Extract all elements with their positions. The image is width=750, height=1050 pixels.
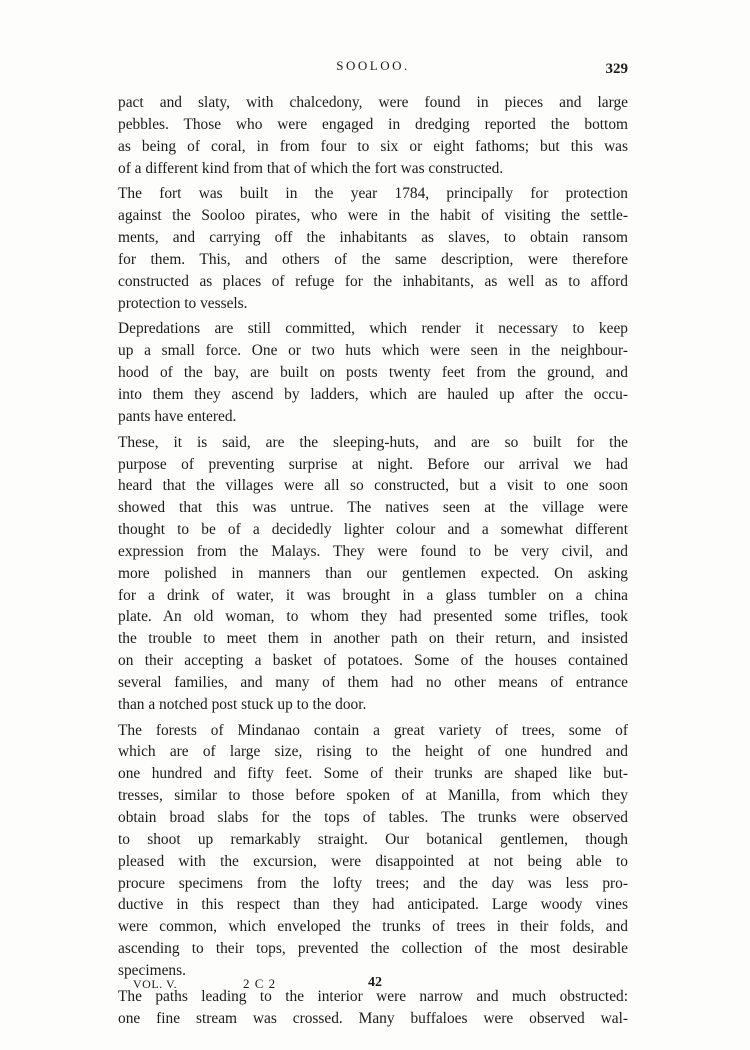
text-line: than a notched post stuck up to the door. (118, 695, 367, 713)
paragraph (118, 720, 628, 982)
page-number: 329 (605, 61, 628, 77)
body-text (118, 92, 628, 1029)
text-line: ascending to their tops, prevented the collection of the most desirable (118, 940, 628, 958)
text-line: for a drink of water, it was brought in a glass tumbler on a china (118, 586, 628, 604)
text-line: up a small force. One or two huts which were seen in the neighbour- (118, 342, 628, 360)
text-line: several families, and many of them had no other means of entrance (118, 673, 628, 691)
text-line: to shoot up remarkably straight. Our botanical gentlemen, though (118, 830, 628, 848)
text-line: ments, and carrying off the inhabitants as slaves, to obtain ransom (118, 229, 628, 247)
running-head: SOOLOO. (336, 58, 410, 73)
text-line: hood of the bay, are built on posts twenty feet from the ground, and (118, 364, 628, 382)
text-line: pact and slaty, with chalcedony, were found in pieces and large (118, 94, 628, 111)
text-line: procure specimens from the lofty trees; and the day was less pro- (118, 874, 628, 892)
text-line: protection to vessels. (118, 294, 248, 312)
text-line: pebbles. Those who were engaged in dredging reported the bottom (118, 115, 628, 133)
page-footer (133, 975, 533, 995)
text-line: pants have entered. (118, 407, 237, 425)
text-line: The fort was built in the year 1784, principally for protection (118, 185, 628, 203)
text-line: The paths leading to the interior were narrow and much obstructed: (118, 987, 628, 1005)
text-line: as being of coral, in from four to six or eight fathoms; but this was (118, 137, 628, 155)
text-line: which are of large size, rising to the height of one hundred and (118, 743, 628, 761)
text-line: expression from the Malays. They were found to be very civil, and (118, 542, 628, 560)
page-header (118, 56, 628, 84)
text-line: purpose of preventing surprise at night. Before our arrival we had (118, 455, 628, 473)
text-line: pleased with the excursion, were disappointed at not being able to (118, 852, 628, 870)
sheet-number: 42 (368, 975, 382, 990)
text-line: more polished in manners than our gentlemen expected. On asking (118, 564, 628, 582)
text-line: obtain broad slabs for the tops of tables. The trunks were observed (118, 809, 628, 826)
text-line: one hundred and fifty feet. Some of their trunks are shaped like but- (118, 765, 628, 783)
text-line: the trouble to meet them in another path on their return, and insisted (118, 630, 628, 648)
text-line: one fine stream was crossed. Many buffaloes were observed wal- (118, 1009, 628, 1027)
text-line: were common, which enveloped the trunks of trees in their folds, and (118, 918, 628, 936)
text-line: thought to be of a decidedly lighter colour and a somewhat different (118, 521, 628, 539)
text-line: for them. This, and others of the same description, were therefore (118, 250, 628, 268)
text-line: Depredations are still committed, which render it necessary to keep (118, 320, 628, 338)
text-line: ductive in this respect than they had anticipated. Large woody vines (118, 896, 628, 914)
text-line: The forests of Mindanao contain a great variety of trees, some of (118, 721, 628, 739)
text-line: on their accepting a basket of potatoes. Some of the houses contained (118, 652, 628, 670)
text-line: of a different kind from that of which the fort was constructed. (118, 159, 504, 177)
signature-mark: 2 C 2 (243, 976, 277, 991)
text-line: plate. An old woman, to whom they had presented some trifles, took (118, 608, 628, 626)
paragraph (118, 92, 628, 179)
text-line: against the Sooloo pirates, who were in the habit of visiting the settle- (118, 207, 628, 225)
text-line: constructed as places of refuge for the inhabitants, as well as to afford (118, 272, 628, 290)
text-line: tresses, similar to those before spoken of at Manilla, from which they (118, 787, 628, 805)
paragraph (118, 432, 628, 716)
text-line: heard that the villages were all so constructed, but a visit to one soon (118, 477, 628, 495)
text-line: into them they ascend by ladders, which are hauled up after the occu- (118, 385, 628, 403)
paragraph (118, 318, 628, 427)
paragraph (118, 183, 628, 314)
text-line: specimens. (118, 961, 186, 979)
text-line: These, it is said, are the sleeping-huts, and are so built for the (118, 433, 628, 451)
text-line: showed that this was untrue. The natives seen at the village were (118, 499, 628, 517)
volume-label: VOL. V. (133, 977, 178, 991)
